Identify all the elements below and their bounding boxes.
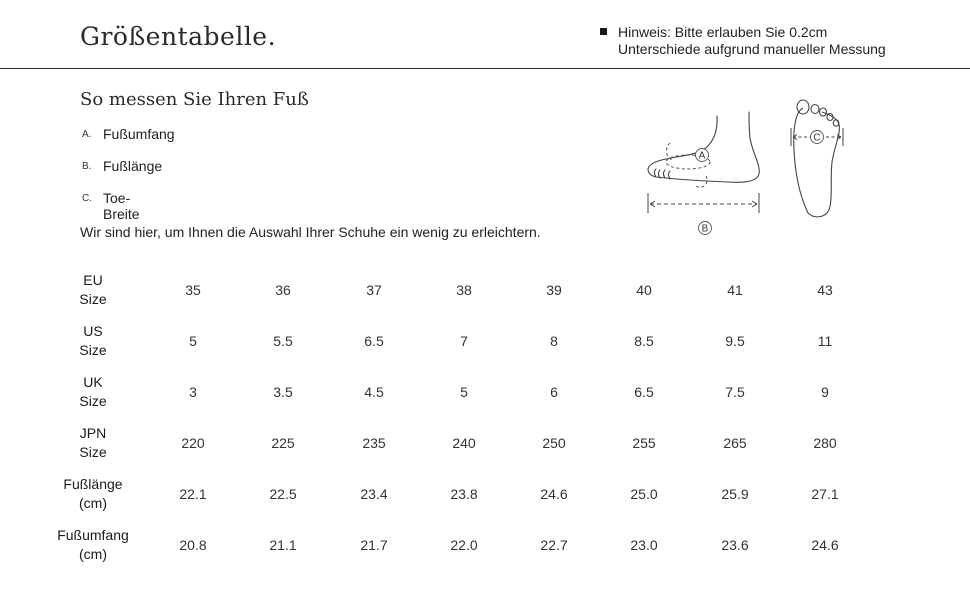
page-title: Größentabelle. xyxy=(80,22,277,51)
row-header-line-1: EU xyxy=(83,272,103,288)
measure-item-label: Fußumfang xyxy=(103,126,175,142)
table-cell: 23.4 xyxy=(360,486,388,502)
table-cell: 39 xyxy=(546,282,562,298)
measure-item-label: Fußlänge xyxy=(103,158,163,174)
row-header-line-1: US xyxy=(83,323,103,339)
table-row xyxy=(0,370,970,414)
square-bullet-icon xyxy=(600,28,607,35)
table-cell: 27.1 xyxy=(811,486,839,502)
table-cell: 7 xyxy=(460,333,468,349)
marker-c xyxy=(811,131,824,144)
helper-text: Wir sind hier, um Ihnen die Auswahl Ihrer Schuhe ein wenig zu erleichtern. xyxy=(80,224,541,240)
table-cell: 8.5 xyxy=(634,333,654,349)
row-header xyxy=(48,370,138,414)
row-header xyxy=(48,523,138,567)
foot-measurement-illustration xyxy=(640,98,860,243)
table-cell: 36 xyxy=(275,282,291,298)
table-row xyxy=(0,472,970,516)
length-dimension-line xyxy=(648,193,759,213)
table-cell: 225 xyxy=(271,435,295,451)
table-cell: 41 xyxy=(727,282,743,298)
table-cell: 4.5 xyxy=(364,384,384,400)
table-cell: 40 xyxy=(636,282,652,298)
table-cell: 24.6 xyxy=(811,537,839,553)
foot-sole-icon xyxy=(794,100,840,217)
row-header xyxy=(48,268,138,312)
table-row xyxy=(0,421,970,465)
row-header xyxy=(48,472,138,516)
table-cell: 21.1 xyxy=(269,537,297,553)
note-line-2: Unterschiede aufgrund manueller Messung xyxy=(618,41,886,57)
table-cell: 9.5 xyxy=(725,333,745,349)
foot-side-icon xyxy=(648,112,759,182)
table-cell: 43 xyxy=(817,282,833,298)
table-cell: 37 xyxy=(366,282,382,298)
table-cell: 23.6 xyxy=(721,537,749,553)
row-header-line-1: JPN xyxy=(79,425,107,441)
marker-a xyxy=(696,149,709,162)
table-cell: 25.9 xyxy=(721,486,749,502)
table-cell: 3 xyxy=(189,384,197,400)
table-cell: 21.7 xyxy=(360,537,388,553)
table-cell: 8 xyxy=(550,333,558,349)
table-cell: 20.8 xyxy=(179,537,207,553)
measure-item-label: Toe-Breite xyxy=(103,190,140,222)
measure-item-key: A. xyxy=(82,129,92,140)
table-cell: 5 xyxy=(189,333,197,349)
row-header-line-2: Size xyxy=(79,342,107,358)
marker-b-label: B xyxy=(701,223,709,235)
row-header-line-1: Fußlänge xyxy=(63,476,123,492)
table-cell: 11 xyxy=(817,333,833,349)
table-row xyxy=(0,319,970,363)
row-header-line-2: Size xyxy=(79,444,107,460)
table-cell: 23.0 xyxy=(630,537,658,553)
table-cell: 3.5 xyxy=(273,384,293,400)
table-cell: 280 xyxy=(813,435,837,451)
table-cell: 22.7 xyxy=(540,537,568,553)
measure-item-key: C. xyxy=(82,193,92,204)
measurement-note xyxy=(600,24,886,58)
table-row xyxy=(0,523,970,567)
table-cell: 5.5 xyxy=(273,333,293,349)
table-cell: 6.5 xyxy=(634,384,654,400)
table-cell: 6.5 xyxy=(364,333,384,349)
table-cell: 23.8 xyxy=(450,486,478,502)
row-header xyxy=(48,319,138,363)
measure-item-key: B. xyxy=(82,161,92,172)
table-row xyxy=(0,268,970,312)
marker-c-label: C xyxy=(813,132,821,144)
row-header-line-1: Fußumfang xyxy=(57,527,129,543)
table-cell: 6 xyxy=(550,384,558,400)
table-cell: 5 xyxy=(460,384,468,400)
table-cell: 24.6 xyxy=(540,486,568,502)
table-cell: 240 xyxy=(452,435,476,451)
note-line-1: Hinweis: Bitte erlauben Sie 0.2cm xyxy=(618,24,828,40)
row-header xyxy=(48,421,138,465)
table-cell: 25.0 xyxy=(630,486,658,502)
row-header-line-2: Size xyxy=(79,393,107,409)
table-cell: 22.1 xyxy=(179,486,207,502)
row-header-line-2: (cm) xyxy=(79,546,107,562)
measure-title: So messen Sie Ihren Fuß xyxy=(80,89,309,110)
table-cell: 235 xyxy=(362,435,386,451)
table-cell: 220 xyxy=(181,435,205,451)
table-cell: 35 xyxy=(185,282,201,298)
table-cell: 250 xyxy=(542,435,566,451)
table-cell: 22.5 xyxy=(269,486,297,502)
table-cell: 22.0 xyxy=(450,537,478,553)
table-cell: 265 xyxy=(723,435,747,451)
marker-a-label: A xyxy=(698,150,706,162)
marker-b xyxy=(699,222,712,235)
row-header-line-1: UK xyxy=(83,374,103,390)
table-cell: 7.5 xyxy=(725,384,745,400)
table-cell: 255 xyxy=(632,435,656,451)
row-header-line-2: Size xyxy=(79,291,107,307)
table-cell: 9 xyxy=(821,384,829,400)
table-cell: 38 xyxy=(456,282,472,298)
header-divider xyxy=(0,68,970,69)
row-header-line-2: (cm) xyxy=(79,495,107,511)
